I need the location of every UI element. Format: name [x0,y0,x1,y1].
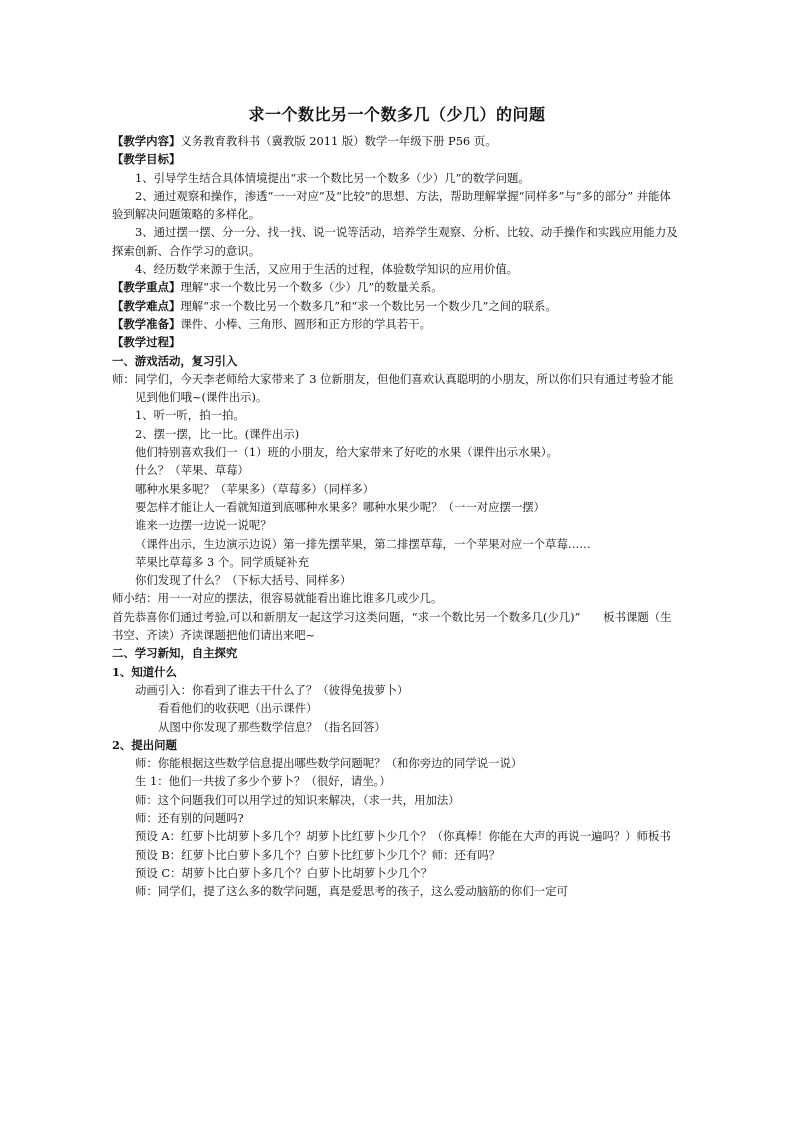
process-line: 他们特别喜欢我们一（1）班的小朋友，给大家带来了好吃的水果（课件出示水果）。 [135,445,559,460]
preparation-text: 课件、小棒、三角形、圆形和正方形的学具若干。 [180,316,431,331]
process-line: 师：你能根据这些数学信息提出哪些数学问题呢？（和你旁边的同学说一说） [135,756,523,771]
teacher-intro: 师：同学们，今天李老师给大家带来了 3 位新朋友，但他们喜欢认真聪明的小朋友，所以你们只有通过考验才能见到他们哦~(课件出示)。 [112,371,674,405]
process-line: 动画引入：你看到了谁去干什么了？（彼得兔拔萝卜） [135,682,409,697]
document-title: 求一个数比另一个数多几（少几）的问题 [248,105,546,124]
document-page [112,104,682,900]
preset-b: 预设 B：红萝卜比白萝卜多几个？白萝卜比红萝卜少几个？师：还有吗？ [135,847,501,862]
process-line: 谁来一边摆一边说一说呢？ [135,518,272,533]
preset-a: 预设 A：红萝卜比胡萝卜多几个？胡萝卜比红萝卜少几个？（你真棒！你能在大声的再说一遍吗？）师板书 [135,829,671,844]
process-line: 什么？（苹果、草莓） [135,463,249,478]
subsection-heading: 2、提出问题 [112,737,177,752]
goal-item: 3、通过摆一摆、分一分、找一找、说一说等活动，培养学生观察、分析、比较、动手操作和实践应用能力及探索创新、合作学习的意识。 [112,225,678,258]
preset-c: 预设 C：胡萝卜比白萝卜多几个？白萝卜比胡萝卜少几个？ [135,865,433,880]
difficulty-label: 【教学难点】 [112,298,181,313]
process-line: 你们发现了什么？（下标大括号、同样多） [135,573,352,588]
section-heading: 二、学习新知，自主探究 [112,646,238,661]
goal-item: 1、引导学生结合具体情境提出“求一个数比另一个数多（少）几”的数学问题。 [135,170,530,185]
teacher-summary: 师小结：用一一对应的摆法，很容易就能看出谁比谁多几或少几。 [112,591,443,606]
process-line: 生 1：他们一共拔了多少个萝卜？（很好，请坐。） [135,774,391,789]
process-line: 师：还有别的问题吗? [135,810,244,825]
process-line: 要怎样才能让人一看就知道到底哪种水果多？哪种水果少呢？（一一对应摆一摆） [135,499,546,514]
process-line: 苹果比草莓多 3 个。同学质疑补充 [135,554,309,569]
closing-line: 师：同学们，提了这么多的数学问题，真是爱思考的孩子，这么爱动脑筋的你们一定可 [135,884,568,899]
content-label: 【教学内容】 [112,134,181,148]
subsection-heading: 1、知道什么 [112,664,177,679]
process-line: 师：这个问题我们可以用学过的知识来解决，（求一共，用加法） [135,792,460,807]
process-line: 从图中你发现了那些数学信息？（指名回答） [158,719,386,734]
goal-item: 2、通过观察和操作，渗透“一一对应”及“比较”的思想、方法，帮助理解掌握“同样多”与“多的部分” 并能体验到解决问题策略的多样化。 [112,188,671,222]
key-point-line [112,278,682,296]
preparation-line [112,315,682,333]
process-line: （课件出示，生边演示边说）第一排先摆苹果，第二排摆草莓，一个苹果对应一个草莓…… [135,536,591,551]
process-line: 看看他们的收获吧（出示课件） [158,701,318,716]
preparation-label: 【教学准备】 [112,316,181,331]
difficulty-line [112,297,682,315]
content-text: 义务教育教科书（冀教版 2011 版）数学一年级下册 P56 页。 [180,134,497,148]
transition-text: 首先恭喜你们通过考验,可以和新朋友一起这学习这类问题，“求一个数比另一个数多几(少几)” 板书课题（生书空、齐读）齐读课题把他们请出来吧~ [112,609,672,643]
goal-item: 4、经历数学来源于生活，又应用于生活的过程，体验数学知识的应用价值。 [135,262,519,277]
key-point-label: 【教学重点】 [112,280,181,295]
section-heading: 一、游戏活动，复习引入 [112,353,238,368]
process-line: 1、听一听，拍一拍。 [135,408,245,423]
process-line: 2、摆一摆，比一比。(课件出示) [135,426,300,441]
difficulty-text: 理解“求一个数比另一个数多几”和“求一个数比另一个数少几”之间的联系。 [180,298,557,313]
content-line [112,132,682,150]
key-point-text: 理解“求一个数比另一个数多（少）几”的数量关系。 [180,280,443,295]
process-label: 【教学过程】 [112,335,181,350]
goals-label: 【教学目标】 [112,152,181,167]
process-line: 哪种水果多呢？（苹果多）（草莓多）（同样多） [135,481,375,496]
